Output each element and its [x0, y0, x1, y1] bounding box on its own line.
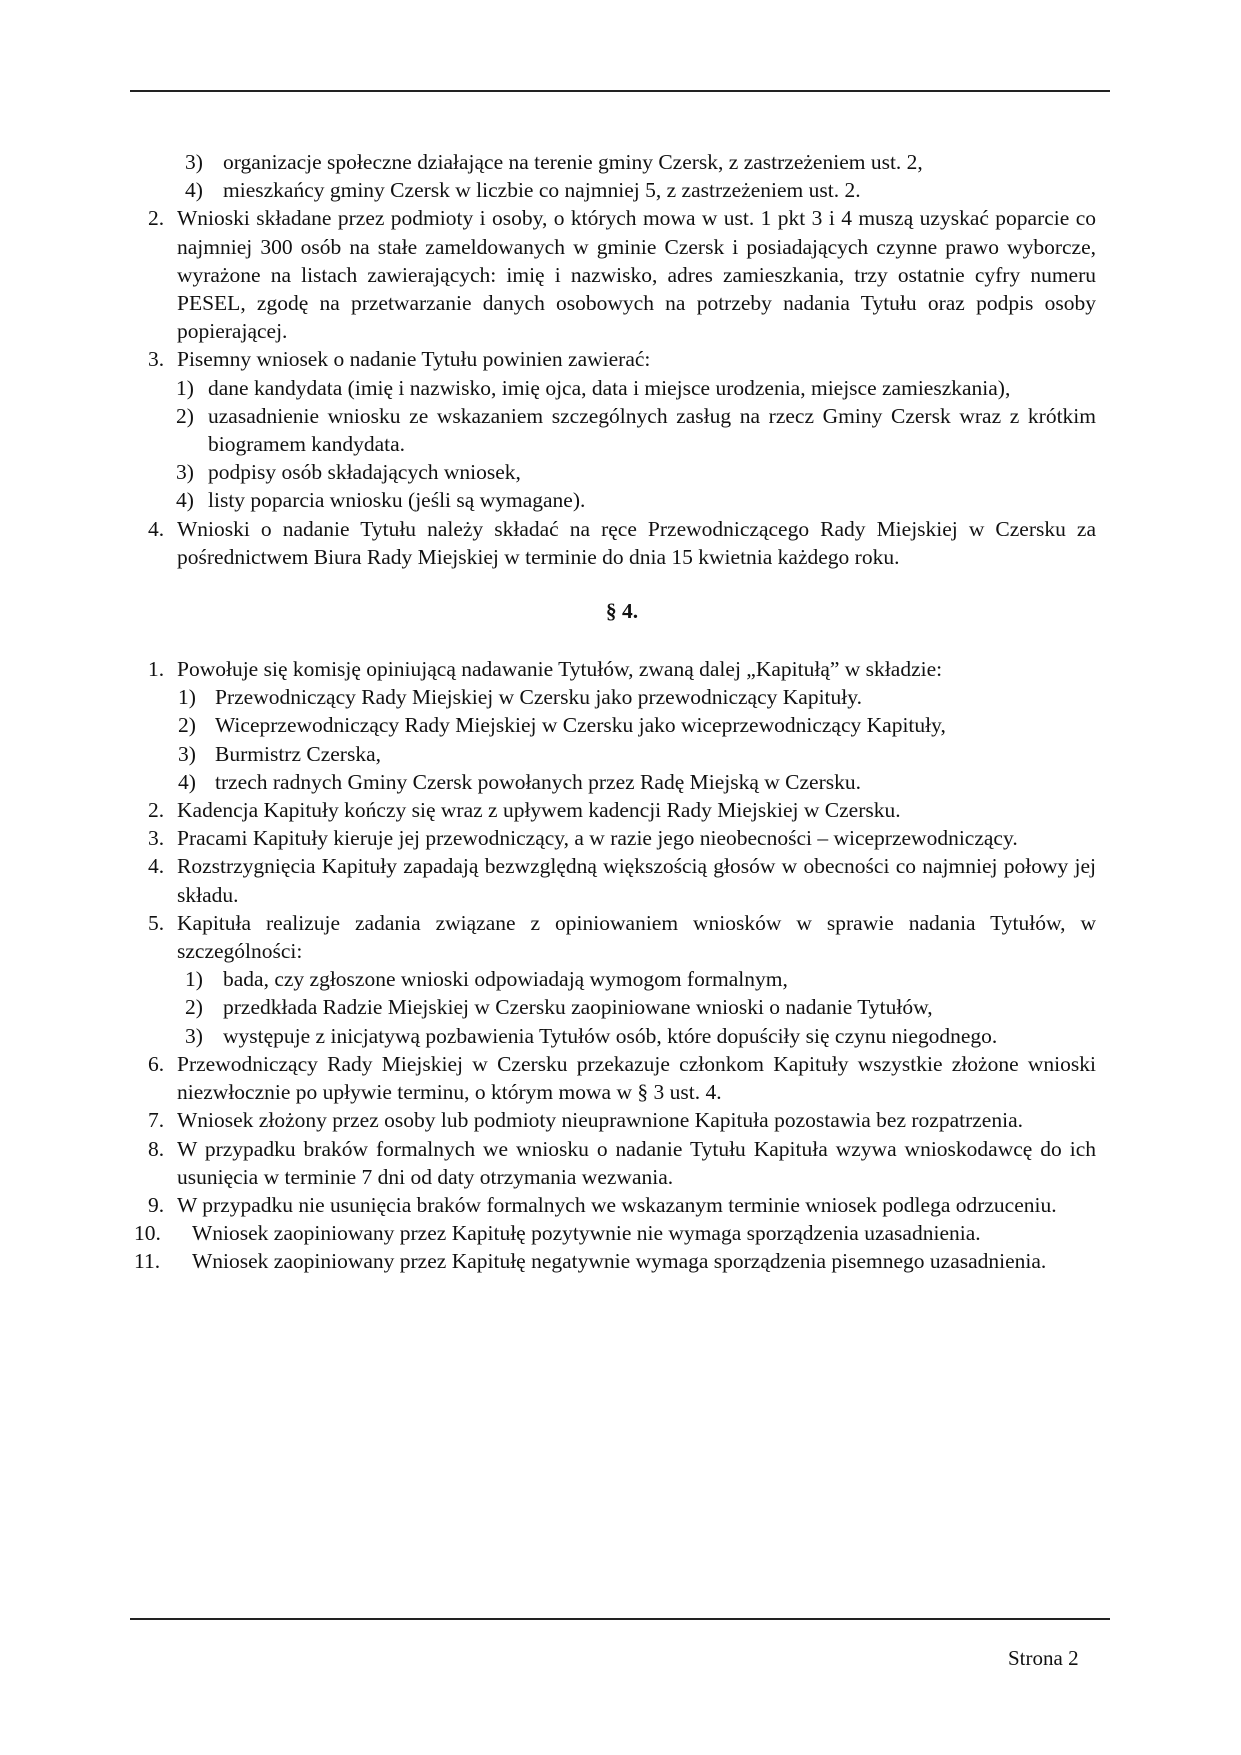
item-number: 4.	[148, 516, 165, 541]
header-rule	[130, 90, 1110, 92]
item-number: 9.	[148, 1192, 165, 1217]
item-text: Wniosek zaopiniowany przez Kapitułę pozytywnie nie wymaga sporządzenia uzasadnienia.	[192, 1221, 981, 1246]
item-text: Wiceprzewodniczący Rady Miejskiej w Czersku jako wiceprzewodniczący Kapituły,	[215, 713, 946, 738]
list-item	[148, 852, 1096, 908]
item-number: 1)	[178, 685, 196, 710]
document-body	[134, 148, 1096, 1276]
list-item	[148, 655, 1096, 683]
item-number: 3)	[178, 741, 196, 766]
item-number: 4)	[178, 769, 196, 794]
item-number: 3.	[148, 347, 165, 372]
item-number: 2)	[178, 713, 196, 738]
item-text: Przewodniczący Rady Miejskiej w Czersku przekazuje członkom Kapituły wszystkie złożone wnioski niezwłocznie po upływie terminu, o którym mowa w § 3 ust. 4.	[177, 1051, 1096, 1105]
item-number: 2)	[176, 403, 194, 428]
list-item	[148, 1135, 1096, 1191]
item-number: 8.	[148, 1136, 165, 1161]
item-text: organizacje społeczne działające na terenie gminy Czersk, z zastrzeżeniem ust. 2,	[223, 150, 923, 174]
list-item	[148, 515, 1096, 571]
item-number: 1)	[185, 967, 203, 992]
footer-rule	[130, 1618, 1110, 1620]
list-item	[148, 796, 1096, 824]
item-text: Powołuje się komisję opiniującą nadawanie Tytułów, zwaną dalej „Kapitułą” w składzie:	[177, 657, 943, 682]
item-text: Pracami Kapituły kieruje jej przewodniczący, a w razie jego nieobecności – wiceprzewodniczący.	[177, 826, 1018, 851]
item-number: 3.	[148, 826, 165, 851]
item-number: 4)	[176, 488, 194, 513]
list-item	[134, 1219, 1096, 1247]
item-text: Burmistrz Czerska,	[215, 741, 381, 766]
item-number: 4.	[148, 854, 165, 879]
sub-list-item	[148, 486, 1096, 514]
sub-list-item	[148, 458, 1096, 486]
item-number: 5.	[148, 910, 165, 935]
list-item	[148, 176, 1096, 204]
item-number: 6.	[148, 1051, 165, 1076]
sub-list-item	[148, 1022, 1096, 1050]
item-number: 1)	[176, 375, 194, 400]
page-number: Strona 2	[1008, 1646, 1079, 1670]
item-text: Kadencja Kapituły kończy się wraz z upływem kadencji Rady Miejskiej w Czersku.	[177, 798, 901, 823]
item-text: W przypadku braków formalnych we wniosku o nadanie Tytułu Kapituła wzywa wnioskodawcę do ich usunięcia w terminie 7 dni od daty otrzymania wezwania.	[177, 1136, 1096, 1189]
item-text: podpisy osób składających wniosek,	[208, 460, 521, 485]
item-number: 4)	[185, 178, 203, 203]
item-number: 1.	[148, 657, 165, 682]
sub-list-item	[148, 740, 1096, 768]
sub-list-item	[148, 683, 1096, 711]
list-item	[148, 345, 1096, 373]
item-text: trzech radnych Gminy Czersk powołanych przez Radę Miejską w Czersku.	[215, 769, 861, 794]
item-number: 2.	[148, 206, 165, 231]
item-number: 2.	[148, 798, 165, 823]
section-heading: § 4.	[605, 599, 639, 624]
list-item	[148, 1106, 1096, 1134]
sub-list-item	[148, 711, 1096, 739]
item-number: 3)	[185, 150, 203, 174]
sub-list-item	[148, 993, 1096, 1021]
list-item	[148, 1191, 1096, 1219]
item-number: 7.	[148, 1108, 165, 1133]
sub-list-item	[148, 768, 1096, 796]
item-text: mieszkańcy gminy Czersk w liczbie co najmniej 5, z zastrzeżeniem ust. 2.	[223, 178, 861, 203]
item-text: Pisemny wniosek o nadanie Tytułu powinien zawierać:	[177, 347, 651, 372]
list-item	[148, 909, 1096, 965]
item-number: 3)	[176, 460, 194, 485]
item-number: 10.	[134, 1221, 161, 1246]
item-text: bada, czy zgłoszone wnioski odpowiadają wymogom formalnym,	[223, 967, 788, 992]
sub-list-item	[148, 374, 1096, 402]
item-text: Przewodniczący Rady Miejskiej w Czersku jako przewodniczący Kapituły.	[215, 685, 862, 710]
item-number: 2)	[185, 995, 203, 1020]
item-text: W przypadku nie usunięcia braków formalnych we wskazanym terminie wniosek podlega odrzuceniu.	[177, 1192, 1057, 1217]
item-text: Wnioski składane przez podmioty i osoby, o których mowa w ust. 1 pkt 3 i 4 muszą uzyskać poparcie co najmniej 300 osób na stałe zameldowanych w gminie Czersk i posiadających czynne prawo wyborcze, wyrażone na listach zawierających: imię i nazwisko, adres zamieszkania, trzy ostatnie cyfry numeru PESEL, zgodę na przetwarzanie danych osobowych na potrzeby nadania Tytułu oraz podpis osoby popierającej.	[177, 206, 1096, 344]
item-number: 11.	[134, 1249, 161, 1274]
item-text: przedkłada Radzie Miejskiej w Czersku zaopiniowane wnioski o nadanie Tytułów,	[223, 995, 933, 1020]
item-text: Wniosek zaopiniowany przez Kapitułę negatywnie wymaga sporządzenia pisemnego uzasadnienia.	[192, 1249, 1047, 1274]
list-item	[134, 1247, 1096, 1275]
item-text: Kapituła realizuje zadania związane z opiniowaniem wniosków w sprawie nadania Tytułów, w szczególności:	[177, 910, 1096, 964]
item-text: Wniosek złożony przez osoby lub podmioty nieuprawnione Kapituła pozostawia bez rozpatrzenia.	[177, 1108, 1023, 1133]
item-text: Wnioski o nadanie Tytułu należy składać na ręce Przewodniczącego Rady Miejskiej w Czersku za pośrednictwem Biura Rady Miejskiej w terminie do dnia 15 kwietnia każdego roku.	[177, 516, 1096, 569]
sub-list-item	[148, 402, 1096, 458]
list-item	[148, 148, 1096, 176]
list-item	[148, 824, 1096, 852]
item-text: występuje z inicjatywą pozbawienia Tytułów osób, które dopuściły się czynu niegodnego.	[223, 1023, 998, 1048]
item-text: dane kandydata (imię i nazwisko, imię ojca, data i miejsce urodzenia, miejsce zamieszkania),	[208, 375, 1011, 400]
item-text: uzasadnienie wniosku ze wskazaniem szczególnych zasług na rzecz Gminy Czersk wraz z krótkim biogramem kandydata.	[208, 403, 1096, 457]
item-text: Rozstrzygnięcia Kapituły zapadają bezwzględną większością głosów w obecności co najmniej połowy jej składu.	[177, 854, 1096, 907]
list-item	[148, 1050, 1096, 1106]
item-number: 3)	[185, 1023, 203, 1048]
list-item	[148, 204, 1096, 345]
item-text: listy poparcia wniosku (jeśli są wymagane).	[208, 488, 586, 513]
sub-list-item	[148, 965, 1096, 993]
